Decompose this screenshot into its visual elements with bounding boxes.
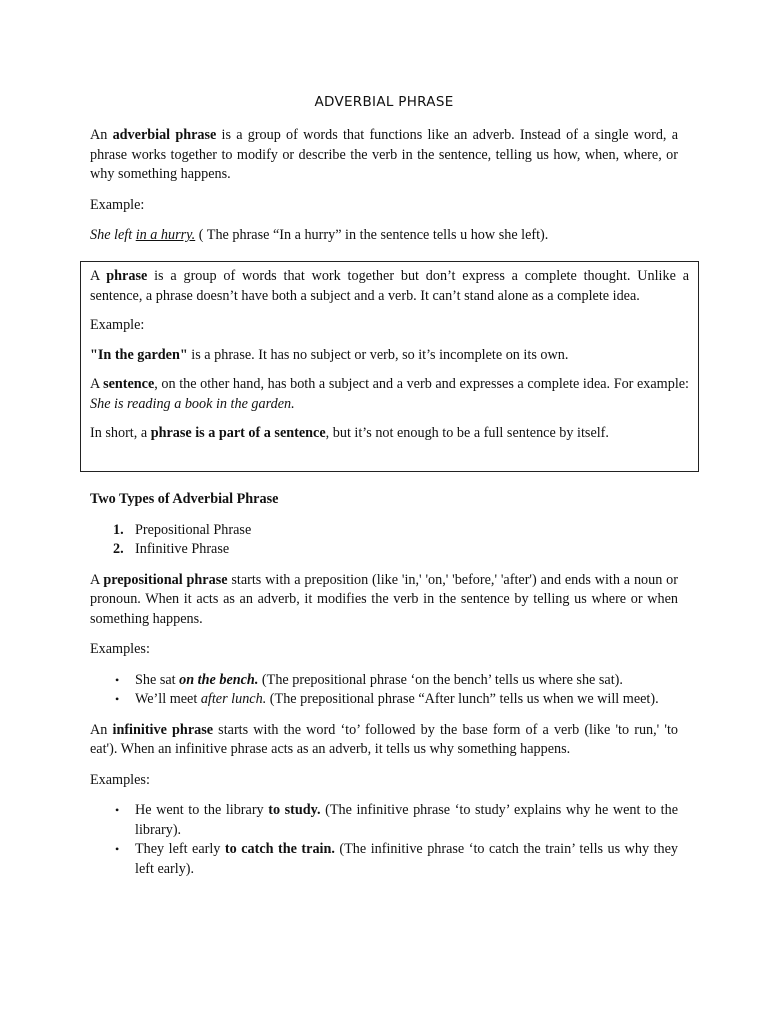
prep-examples-list — [90, 671, 678, 710]
intro-example-italic: She left — [90, 227, 136, 243]
example-explanation: (The infinitive phrase ‘to catch the train’ tells us why they left early). — [135, 841, 678, 877]
box-example — [90, 346, 689, 366]
bullet-icon: • — [115, 803, 120, 817]
inf-examples-label: Examples: — [90, 771, 150, 788]
prep-term: prepositional phrase — [103, 571, 228, 588]
prepositional-definition — [90, 571, 678, 630]
example-text: He went to the library — [135, 802, 269, 818]
types-section — [90, 490, 678, 879]
list-item — [90, 840, 678, 879]
list-item — [90, 801, 678, 840]
box-sentence-rest: , on the other hand, has both a subject and a verb and expresses a complete idea. For example: — [154, 376, 689, 392]
intro-section — [90, 126, 678, 246]
types-list-item — [90, 540, 678, 560]
intro-definition — [90, 126, 678, 185]
example-explanation: (The prepositional phrase ‘on the bench’ tells us where she sat). — [258, 671, 623, 688]
box-summary — [90, 424, 689, 444]
example-phrase: on the bench. — [179, 671, 259, 688]
types-list — [90, 521, 678, 560]
example-text: They left early — [135, 841, 225, 857]
example-phrase: after lunch. — [200, 691, 267, 707]
box-term-phrase: phrase — [106, 268, 148, 284]
list-item — [90, 671, 678, 691]
prep-examples-label: Examples: — [90, 641, 150, 657]
box-sentence-lead: A — [90, 376, 104, 392]
box-example-label: Example: — [90, 317, 145, 333]
box-summary-bold: phrase is a part of a sentence — [150, 425, 326, 441]
intro-example — [90, 226, 678, 246]
example-phrase: to study. — [268, 802, 321, 818]
bullet-icon: • — [115, 672, 120, 687]
types-heading-text: Two Types of Adverbial Phrase — [90, 491, 279, 507]
page-title: ADVERBIAL PHRASE — [314, 94, 454, 110]
list-item — [90, 690, 678, 710]
example-explanation: (The prepositional phrase “After lunch” tells us when we will meet). — [266, 691, 659, 707]
list-number: 2. — [113, 541, 124, 557]
list-number: 1. — [113, 521, 124, 538]
box-term-sentence: sentence — [103, 376, 155, 392]
inf-examples-list — [90, 801, 678, 879]
list-item-label: Prepositional Phrase — [135, 521, 252, 538]
box-sentence-example: She is reading a book in the garden. — [90, 395, 295, 412]
box-summary-lead: In short, a — [90, 425, 151, 441]
intro-lead: An — [90, 127, 113, 143]
example-explanation: (The infinitive phrase ‘to study’ explains why he went to the library). — [135, 802, 679, 838]
inf-term: infinitive phrase — [112, 721, 214, 738]
types-heading — [90, 490, 678, 510]
intro-term: adverbial phrase — [112, 127, 217, 143]
prep-lead: A — [90, 571, 104, 588]
box-summary-rest: , but it’s not enough to be a full sentence by itself. — [325, 425, 609, 441]
example-text: We’ll meet — [135, 691, 201, 707]
box-phrase-definition — [90, 267, 689, 306]
phrase-definition-box — [80, 261, 699, 472]
intro-example-rest: ( The phrase “In a hurry” in the sentence tells u how she left). — [195, 227, 549, 243]
box-sentence-definition — [90, 375, 689, 414]
box-lead: A — [90, 268, 107, 284]
prep-rest: starts with a preposition (like 'in,' 'on,' 'before,' 'after') and ends with a noun or pronoun. When it acts as an adverb, it modifies the verb in the sentence by telling us where or when something happens. — [90, 571, 678, 627]
intro-example-label: Example: — [90, 196, 145, 213]
intro-rest: is a group of words that functions like an adverb. Instead of a single word, a phrase works together to modify or describe the verb in the sentence, telling us how, when, where, or why something happens. — [90, 127, 678, 182]
example-phrase: to catch the train. — [224, 841, 335, 857]
inf-lead: An — [90, 721, 113, 738]
intro-example-underlined: in a hurry. — [135, 227, 196, 243]
list-item-label: Infinitive Phrase — [135, 541, 230, 557]
box-example-bold: "In the garden" — [90, 346, 188, 363]
box-rest: is a group of words that work together but don’t express a complete thought. Unlike a sentence, a phrase doesn’t have both a subject and a verb. It can’t stand alone as a complete idea. — [90, 268, 689, 304]
box-example-rest: is a phrase. It has no subject or verb, so it’s incomplete on its own. — [187, 346, 569, 363]
types-list-item — [90, 521, 678, 541]
bullet-icon: • — [115, 692, 120, 706]
inf-rest: starts with the word ‘to’ followed by the base form of a verb (like 'to run,' 'to eat'). When an infinitive phrase acts as an adverb, it tells us why something happens. — [90, 721, 678, 757]
infinitive-definition — [90, 721, 678, 760]
example-text: She sat — [135, 671, 180, 688]
bullet-icon: • — [115, 842, 120, 856]
